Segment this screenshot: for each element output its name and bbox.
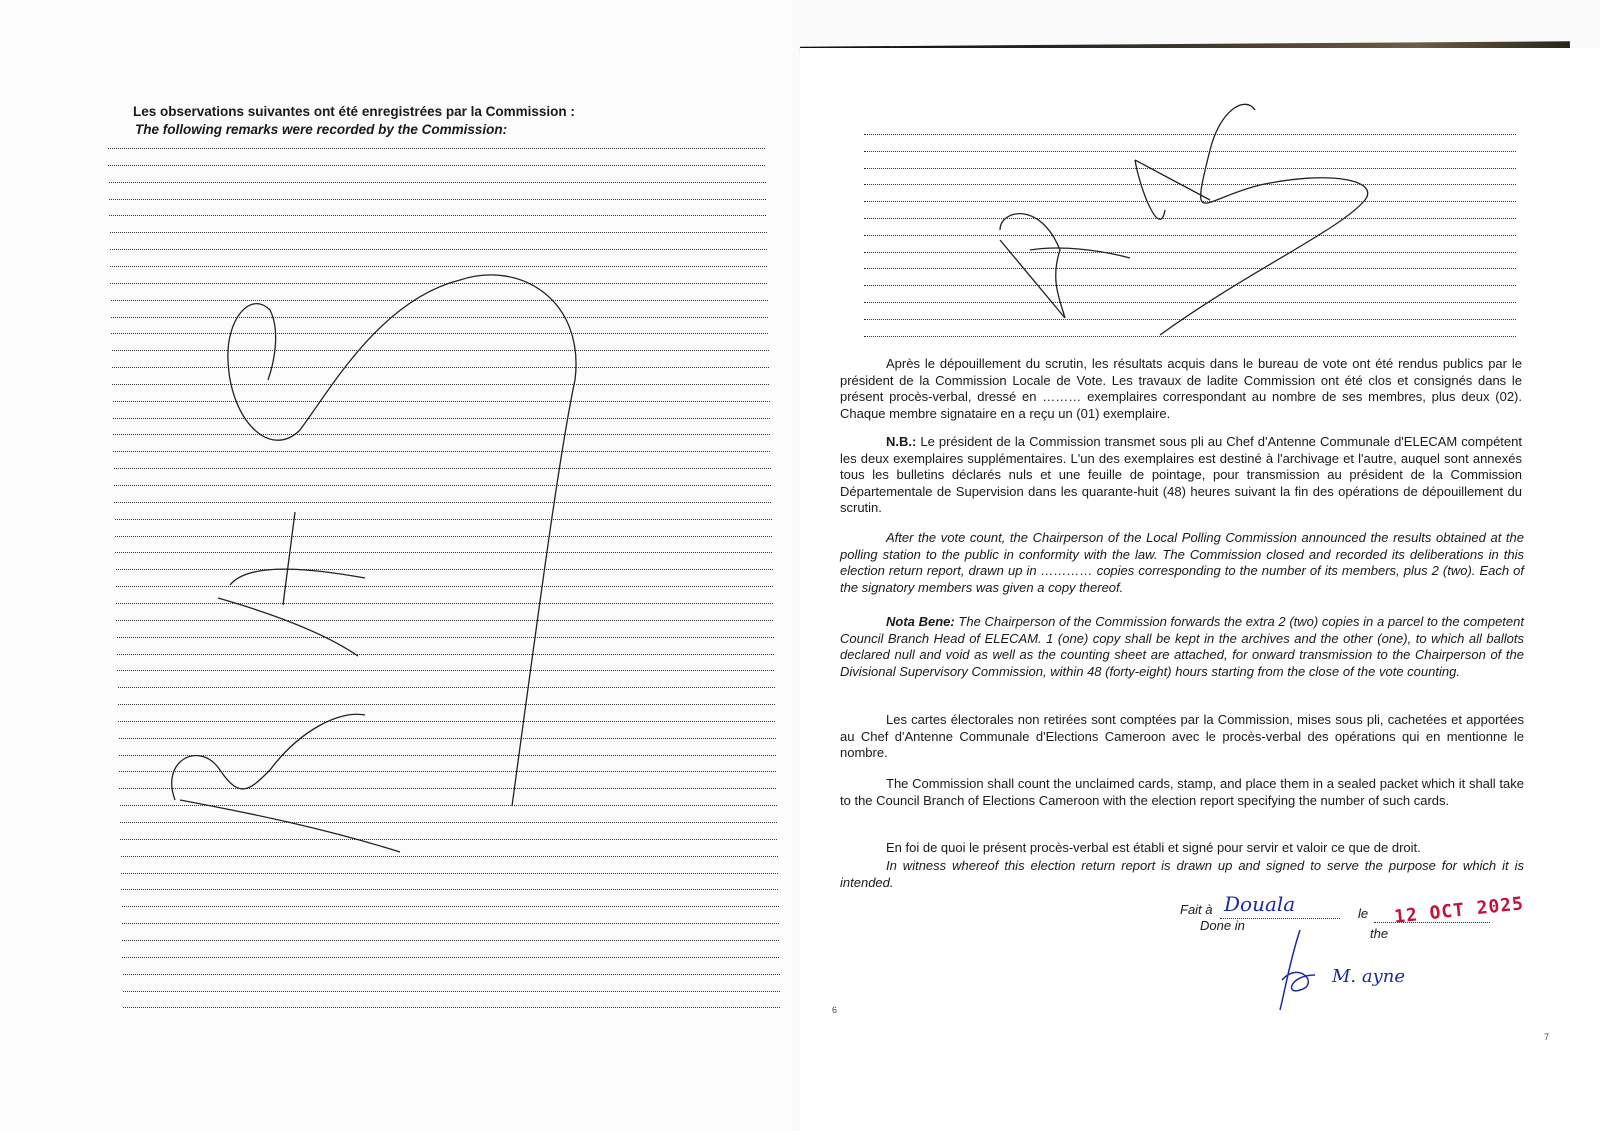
writing-line: [112, 350, 769, 351]
fait-a-label: Fait à: [1180, 902, 1213, 917]
writing-line: [120, 822, 777, 823]
writing-line: [864, 184, 1516, 185]
writing-line: [123, 974, 780, 975]
writing-line: [113, 418, 770, 419]
writing-line: [120, 839, 777, 840]
writing-line: [119, 755, 776, 756]
writing-line: [116, 603, 773, 604]
writing-line: [864, 134, 1516, 135]
writing-line: [114, 485, 771, 486]
writing-line: [110, 232, 767, 233]
writing-line: [108, 165, 765, 166]
text: The Commission shall count the unclaimed cards, stamp, and place them in a sealed packet which it shall take to the Council Branch of Elections Cameroon with the election report specifying the number of such cards.: [840, 776, 1524, 808]
writing-line: [109, 182, 766, 183]
text: En foi de quoi le présent procès-verbal est établi et signé pour servir et valoir ce que de droit.: [886, 840, 1421, 855]
nb-label: Nota Bene:: [886, 614, 955, 629]
left-page: [0, 0, 792, 1131]
writing-line: [111, 333, 768, 334]
paragraph-en-results: [840, 530, 1524, 596]
writing-line: [121, 873, 778, 874]
writing-line: [864, 252, 1516, 253]
writing-line: [114, 468, 771, 469]
writing-line: [117, 654, 774, 655]
writing-line: [123, 1007, 780, 1008]
writing-line: [116, 620, 773, 621]
writing-line: [108, 148, 765, 149]
writing-line: [115, 519, 772, 520]
writing-line: [110, 266, 767, 267]
closing-fr: [840, 840, 1524, 857]
page-number-right: 7: [1544, 1032, 1550, 1042]
page-number-left: 6: [832, 1005, 838, 1015]
writing-line: [113, 451, 770, 452]
writing-line: [114, 502, 771, 503]
writing-line: [117, 637, 774, 638]
text: After the vote count, the Chairperson of the Local Polling Commission announced the results obtained at the polling station to the public in conformity with the law. The Commission closed and recorded its deliberations in this election return report, drawn up in ………… copies corresponding to the number of its members, plus 2 (two). Each of the signatory members was given a copy thereof.: [840, 530, 1524, 595]
writing-line: [864, 201, 1516, 202]
writing-line: [123, 991, 780, 992]
writing-line: [122, 923, 779, 924]
writing-line: [115, 552, 772, 553]
writing-line: [109, 215, 766, 216]
text: In witness whereof this election return report is drawn up and signed to serve the purpose for which it is intended.: [840, 858, 1524, 890]
text: Les cartes électorales non retirées sont comptées par la Commission, mises sous pli, cachetées et apportées au Chef d'Antenne Communale d'Elections Cameroon avec le procès-verbal des opérations qui en mentionne le nombre.: [840, 712, 1524, 760]
paragraph-fr-results: [840, 356, 1522, 422]
paragraph-en-cards: [840, 776, 1524, 809]
writing-line: [113, 401, 770, 402]
writing-line: [119, 771, 776, 772]
writing-line: [116, 586, 773, 587]
writing-line: [115, 536, 772, 537]
writing-line: [864, 268, 1516, 269]
the-label: the: [1370, 926, 1389, 941]
writing-line: [116, 569, 773, 570]
remarks-heading-fr: Les observations suivantes ont été enregistrées par la Commission :: [133, 104, 575, 119]
writing-line: [118, 704, 775, 705]
writing-line: [109, 199, 766, 200]
writing-line: [119, 788, 776, 789]
writing-line: [864, 168, 1516, 169]
paragraph-fr-cards: [840, 712, 1524, 762]
writing-line: [864, 319, 1516, 320]
done-in-label: Done in: [1200, 918, 1245, 933]
writing-line: [117, 670, 774, 671]
writing-line: [864, 218, 1516, 219]
writing-line: [111, 300, 768, 301]
nb-label: N.B.:: [886, 434, 917, 449]
paragraph-en-nb: [840, 614, 1524, 680]
text: The Chairperson of the Commission forwards the extra 2 (two) copies in a parcel to the competent Council Branch Head of ELECAM. 1 (one) copy shall be kept in the archives and the other (one), to which all ballots declared null and void as well as the counting sheet are attached, for onward transmission to the Chairperson of the Divisional Supervisory Commission, within 48 (forty-eight) hours starting from the close of the vote counting.: [840, 614, 1524, 679]
remarks-heading-en: The following remarks were recorded by the Commission:: [135, 122, 508, 137]
writing-line: [122, 957, 779, 958]
text: Le président de la Commission transmet sous pli au Chef d'Antenne Communale d'ELECAM compétent les deux exemplaires supplémentaires. L'un des exemplaires est destiné à l'archivage et l'autre, auquel sont annexés tous les bulletins déclarés nuls et une feuille de pointage, pour transmission au président de la Commission Départementale de Supervision dans les quarante-huit (48) heures suivant la fin des opérations de dépouillement du scrutin.: [840, 434, 1522, 515]
writing-line: [110, 283, 767, 284]
signature-name: M. ayne: [1332, 966, 1406, 987]
writing-line: [111, 317, 768, 318]
place-handwritten: Douala: [1224, 892, 1296, 916]
paragraph-fr-nb: [840, 434, 1522, 517]
writing-line: [864, 336, 1516, 337]
writing-line: [864, 151, 1516, 152]
le-label: le: [1358, 906, 1369, 921]
writing-line: [118, 721, 775, 722]
writing-line: [122, 906, 779, 907]
writing-line: [864, 285, 1516, 286]
text: Après le dépouillement du scrutin, les résultats acquis dans le bureau de vote ont été rendus publics par le président de la Commission Locale de Vote. Les travaux de ladite Commission ont été clos et consignés dans le présent procès-verbal, dressé en ……… exemplaires correspondant au nombre de ses membres, plus deux (02). Chaque membre signataire en a reçu un (01) exemplaire.: [840, 356, 1522, 421]
closing-en: [840, 858, 1524, 891]
right-page: [800, 48, 1600, 1131]
writing-line: [864, 235, 1516, 236]
writing-line: [112, 384, 769, 385]
writing-line: [113, 434, 770, 435]
date-stamp: 12 OCT 2025: [1393, 893, 1525, 928]
writing-line: [121, 856, 778, 857]
writing-line: [122, 940, 779, 941]
writing-line: [864, 302, 1516, 303]
writing-line: [118, 687, 775, 688]
writing-line: [112, 367, 769, 368]
writing-line: [119, 738, 776, 739]
writing-line: [110, 249, 767, 250]
writing-line: [120, 805, 777, 806]
writing-line: [121, 889, 778, 890]
